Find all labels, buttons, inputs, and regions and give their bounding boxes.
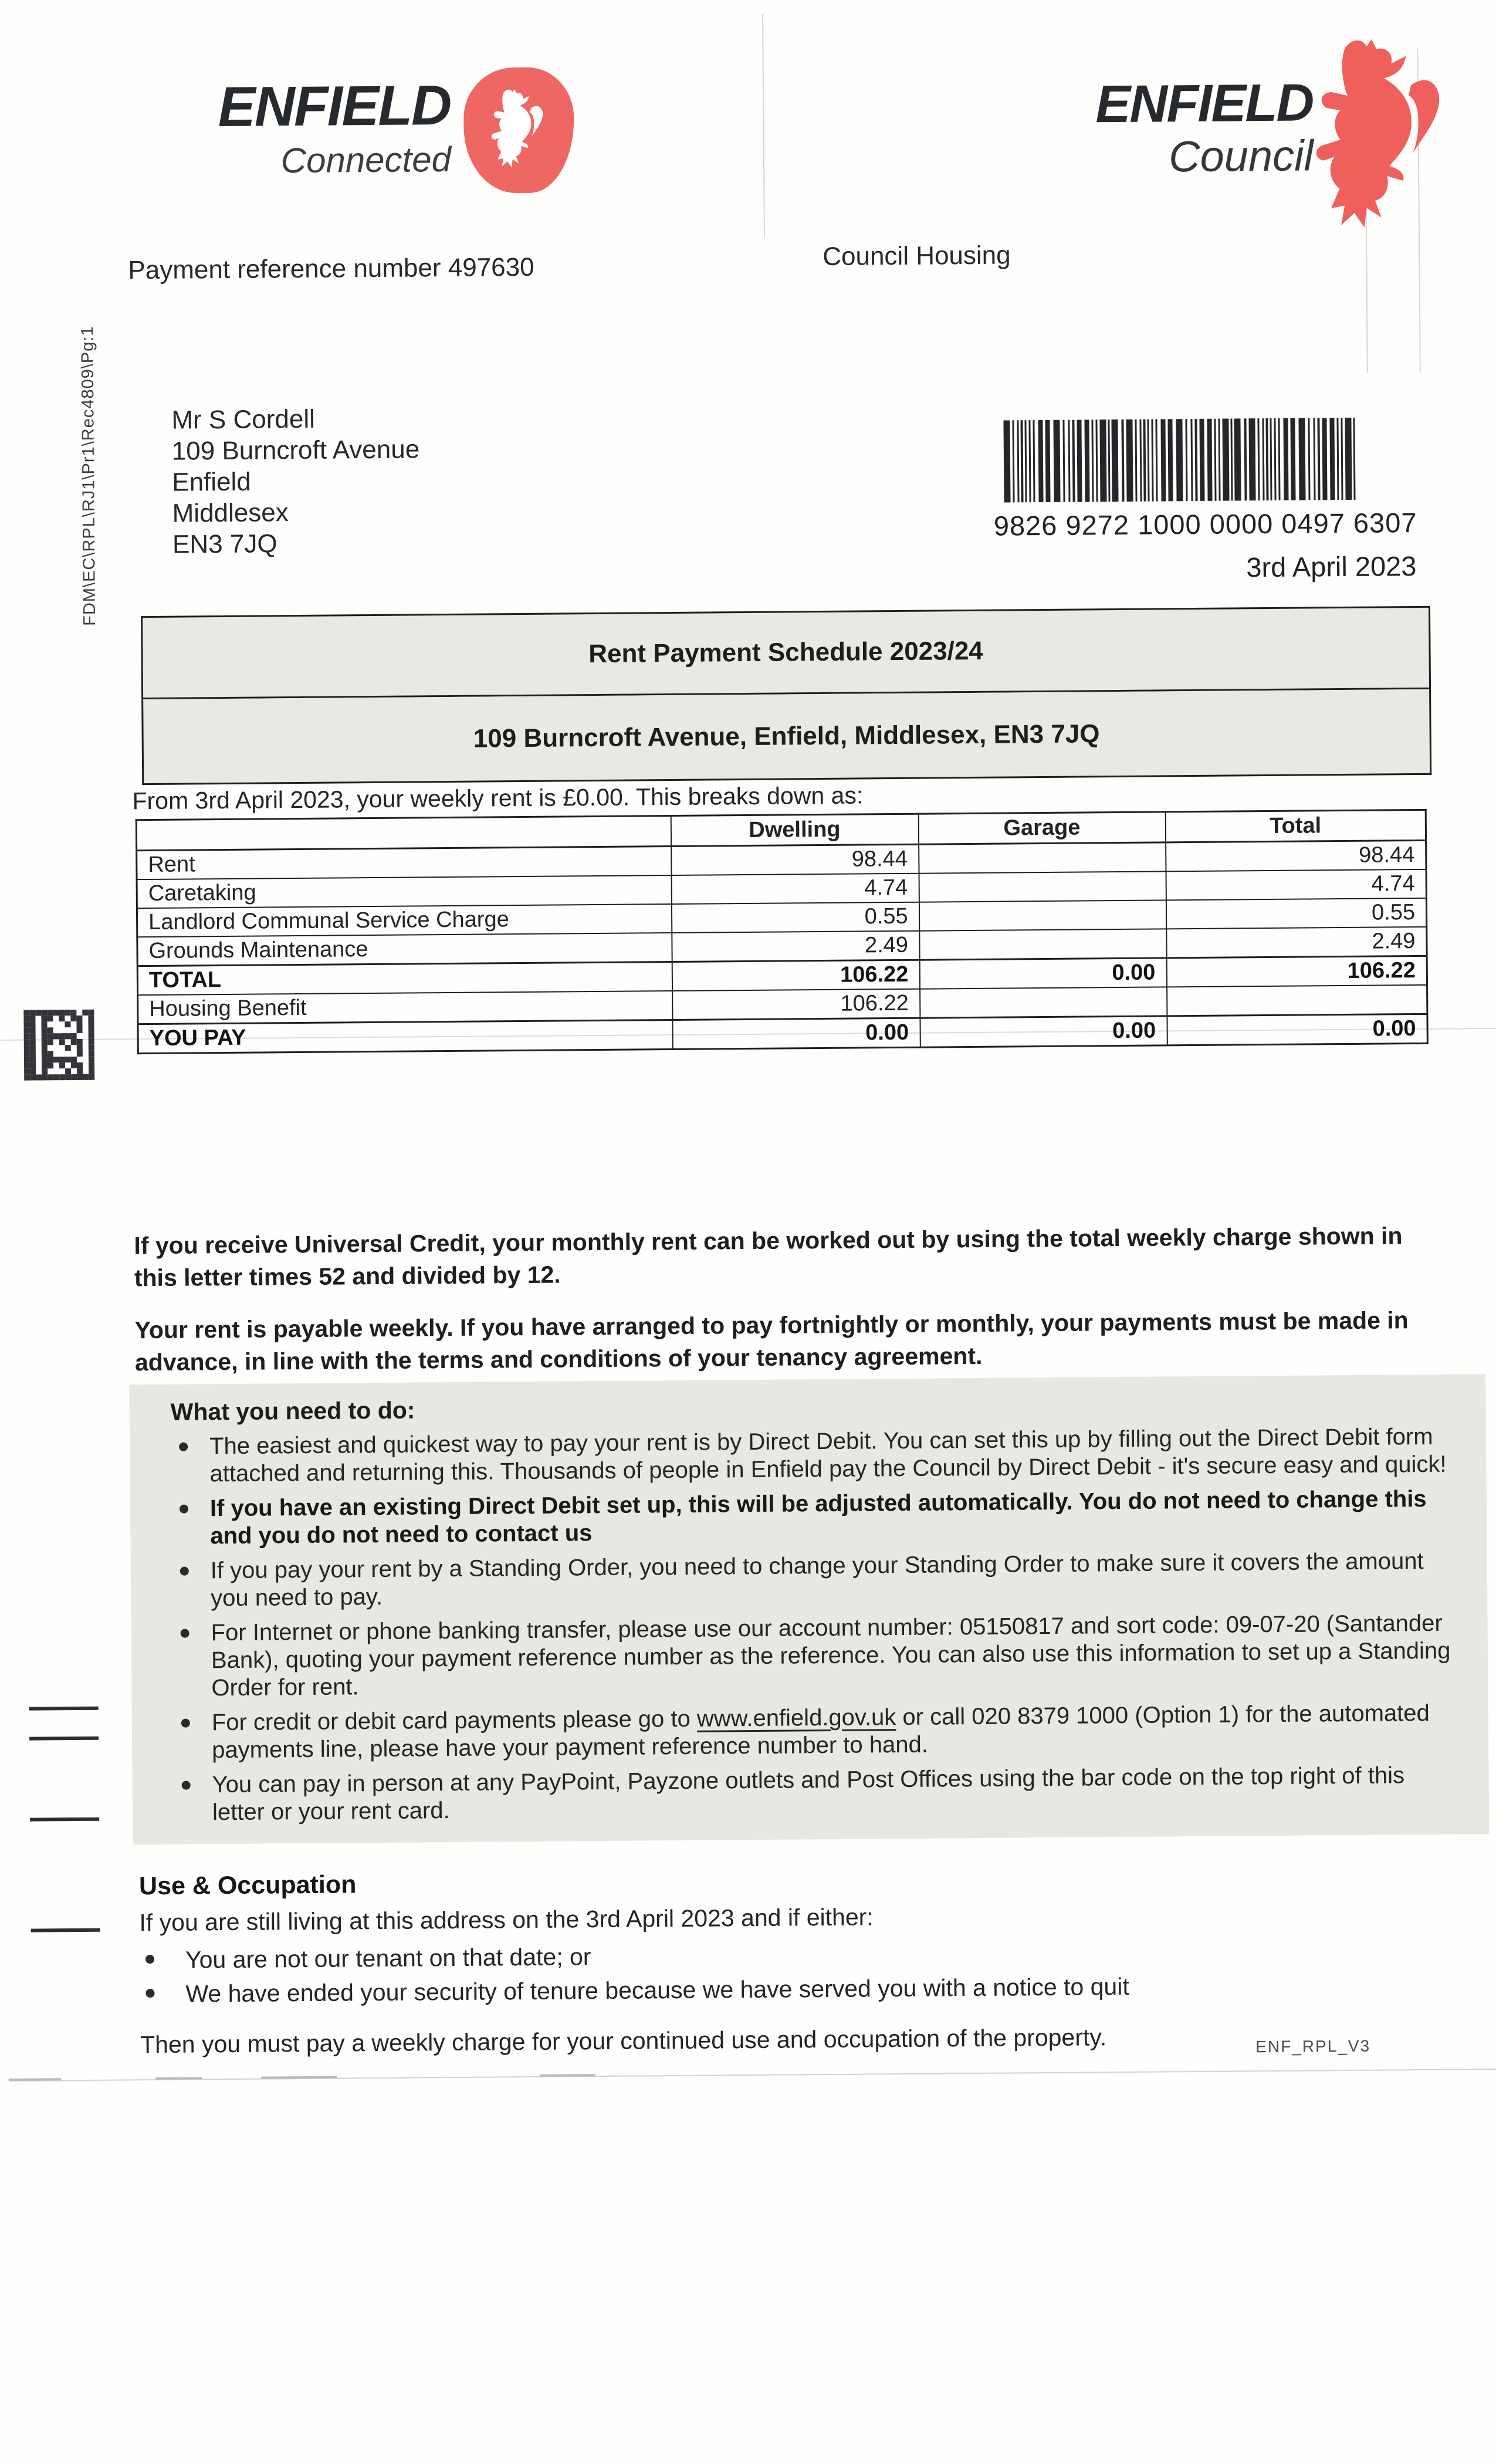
bullet-text: You are not our tenant on that date; or	[185, 1943, 591, 1974]
bullet-icon	[145, 1989, 154, 1998]
use-and-occupation-section	[139, 1861, 1466, 2059]
row-garage	[919, 842, 1166, 874]
payment-reference: Payment reference number 497630	[128, 252, 534, 285]
bullet-text: You can pay in person at any PayPoint, Payzone outlets and Post Offices using the bar code on the top right of this letter or your rent card.	[212, 1762, 1405, 1826]
margin-mark	[29, 1737, 99, 1741]
enfield-council-logo	[1067, 73, 1314, 181]
recipient-town: Enfield	[172, 467, 251, 497]
bullet-text	[212, 1700, 1454, 1765]
use-occupation-intro: If you are still living at this address on the 3rd April 2023 and if either:	[139, 1903, 874, 1937]
scan-edge-line	[9, 2069, 1496, 2081]
use-occupation-list	[140, 1935, 1466, 2009]
recipient-address	[171, 402, 420, 560]
use-occupation-heading: Use & Occupation	[138, 1870, 357, 1901]
recipient-name: Mr S Cordell	[171, 404, 316, 435]
rent-breakdown-table	[136, 809, 1429, 1054]
payable-weekly-paragraph: Your rent is payable weekly. If you have arranged to pay fortnightly or monthly, your payments must be made in advance, in line with the terms and conditions of your tenancy agreement.	[134, 1307, 1409, 1376]
logo-wordmark: ENFIELD	[218, 73, 451, 139]
enfield-beast-badge-icon	[463, 67, 575, 193]
row-dwelling: 106.22	[672, 960, 919, 991]
enfield-connected-logo	[204, 73, 452, 181]
row-total	[1167, 985, 1427, 1016]
print-batch-code: FDM\EC\RPL\RJ1\Pr1\Rec4809\Pg:1	[78, 326, 100, 626]
scan-artifact-line	[762, 14, 765, 237]
row-total: 4.74	[1166, 869, 1426, 900]
row-dwelling: 4.74	[671, 874, 919, 904]
bullet-existing-direct-debit	[171, 1485, 1452, 1551]
row-total: 106.22	[1166, 956, 1427, 987]
schedule-title-box: Rent Payment Schedule 2023/24	[141, 606, 1431, 699]
action-box-heading: What you need to do:	[170, 1396, 415, 1426]
header-total: Total	[1165, 810, 1426, 842]
row-label: Landlord Communal Service Charge	[137, 904, 671, 937]
beast-icon	[488, 87, 550, 174]
row-total: 98.44	[1166, 840, 1426, 871]
universal-credit-paragraph: If you receive Universal Credit, your monthly rent can be worked out by using the total weekly charge shown in this letter times 52 and divided by 12.	[134, 1222, 1403, 1292]
row-label: Grounds Maintenance	[137, 933, 672, 966]
bullet-icon	[180, 1567, 189, 1576]
bullet-icon	[180, 1505, 188, 1514]
row-garage	[920, 987, 1167, 1018]
header-blank	[136, 816, 671, 851]
logo-tagline: Connected	[280, 139, 452, 181]
datamatrix-barcode-icon	[23, 1010, 94, 1081]
bullet-text: If you pay your rent by a Standing Order, you need to change your Standing Order to make sure it covers the amount you need to pay.	[210, 1548, 1424, 1612]
bullet-direct-debit	[171, 1423, 1451, 1488]
row-total: 0.55	[1166, 898, 1426, 929]
form-reference-code: ENF_RPL_V3	[1255, 2036, 1371, 2056]
row-label: Rent	[137, 847, 671, 880]
row-dwelling: 0.00	[672, 1018, 920, 1049]
logo-wordmark: ENFIELD	[1095, 73, 1314, 134]
body-paragraphs	[134, 1220, 1443, 1399]
header-dwelling: Dwelling	[671, 814, 918, 846]
bullet-text-inner: For Internet or phone banking transfer, please use our account number: 05150817 and sort code: 09-07-20 (Santander Bank), quoting your payment reference number as the reference. You can also use this information to set up a Standing Order for rent.	[211, 1610, 1451, 1701]
margin-mark	[31, 1928, 100, 1932]
bullet-icon	[179, 1443, 188, 1451]
row-garage	[919, 871, 1166, 902]
barcode-number: 9826 9272 1000 0000 0497 6307	[993, 507, 1417, 541]
logo-tagline: Council	[1168, 131, 1314, 181]
scan-smudge	[540, 2074, 595, 2077]
row-label: TOTAL	[137, 962, 672, 996]
bullet-pay-in-person	[173, 1762, 1454, 1827]
margin-mark	[29, 1707, 99, 1711]
bullet-icon	[181, 1629, 189, 1638]
header-garage: Garage	[918, 812, 1165, 844]
payment-barcode-icon	[1003, 418, 1364, 503]
property-address-box: 109 Burncroft Avenue, Enfield, Middlesex, EN3 7JQ	[141, 689, 1431, 785]
bullet-icon	[181, 1719, 190, 1728]
scan-smudge	[155, 2077, 202, 2080]
bullet-text: If you have an existing Direct Debit set up, this will be adjusted automatically. You do not need to change this and you do not need to contact us	[209, 1485, 1427, 1549]
bullet-text: We have ended your security of tenure because we have served you with a notice to quit	[185, 1972, 1129, 2008]
payment-options-list	[171, 1423, 1454, 1827]
bullet-card-payments	[173, 1700, 1454, 1765]
enfield-beast-icon	[1308, 32, 1456, 244]
bullet-text	[211, 1610, 1453, 1703]
bullet-not-tenant	[140, 1935, 1465, 1975]
row-garage	[919, 900, 1166, 930]
bullet-icon	[145, 1955, 154, 1964]
row-total: 2.49	[1166, 927, 1427, 958]
department-label: Council Housing	[823, 241, 1011, 271]
row-label: Caretaking	[137, 875, 671, 908]
bullet-bank-transfer	[172, 1610, 1453, 1703]
recipient-county: Middlesex	[172, 498, 289, 528]
bullet-text: The easiest and quickest way to pay your rent is by Direct Debit. You can set this up by filling out the Direct Debit form attached and returning this. Thousands of people in Enfield pay the Council by Direct Debit - it's secure easy and quick!	[209, 1423, 1447, 1487]
row-dwelling: 2.49	[672, 931, 919, 962]
row-dwelling: 0.55	[671, 902, 919, 933]
bullet-notice-to-quit	[140, 1969, 1465, 2009]
recipient-postcode: EN3 7JQ	[172, 529, 277, 559]
row-total: 0.00	[1167, 1014, 1427, 1045]
row-dwelling: 98.44	[671, 844, 919, 875]
bullet-text-post: or call 020 8379 1000 (Option 1) for the automated payments line, please have your payment reference number to hand.	[212, 1700, 1430, 1764]
recipient-street: 109 Burncroft Avenue	[171, 435, 420, 466]
row-garage: 0.00	[920, 1016, 1167, 1047]
what-you-need-to-do-box	[129, 1374, 1489, 1844]
row-garage	[919, 929, 1166, 960]
row-dwelling: 106.22	[672, 989, 920, 1020]
rent-intro-line: From 3rd April 2023, your weekly rent is £0.00. This breaks down as:	[132, 781, 864, 815]
use-occupation-closing: Then you must pay a weekly charge for your continued use and occupation of the property.	[140, 2023, 1107, 2059]
margin-mark	[30, 1817, 99, 1822]
row-garage: 0.00	[919, 958, 1166, 989]
bullet-icon	[182, 1781, 191, 1790]
enfield-website-link: www.enfield.gov.uk	[696, 1704, 896, 1732]
bullet-text-pre: For credit or debit card payments please go to	[211, 1705, 698, 1736]
row-label: Housing Benefit	[138, 991, 672, 1024]
scan-smudge	[9, 2078, 62, 2081]
bullet-standing-order	[172, 1548, 1453, 1613]
letter-date: 3rd April 2023	[1246, 550, 1417, 583]
row-label: YOU PAY	[138, 1020, 672, 1054]
